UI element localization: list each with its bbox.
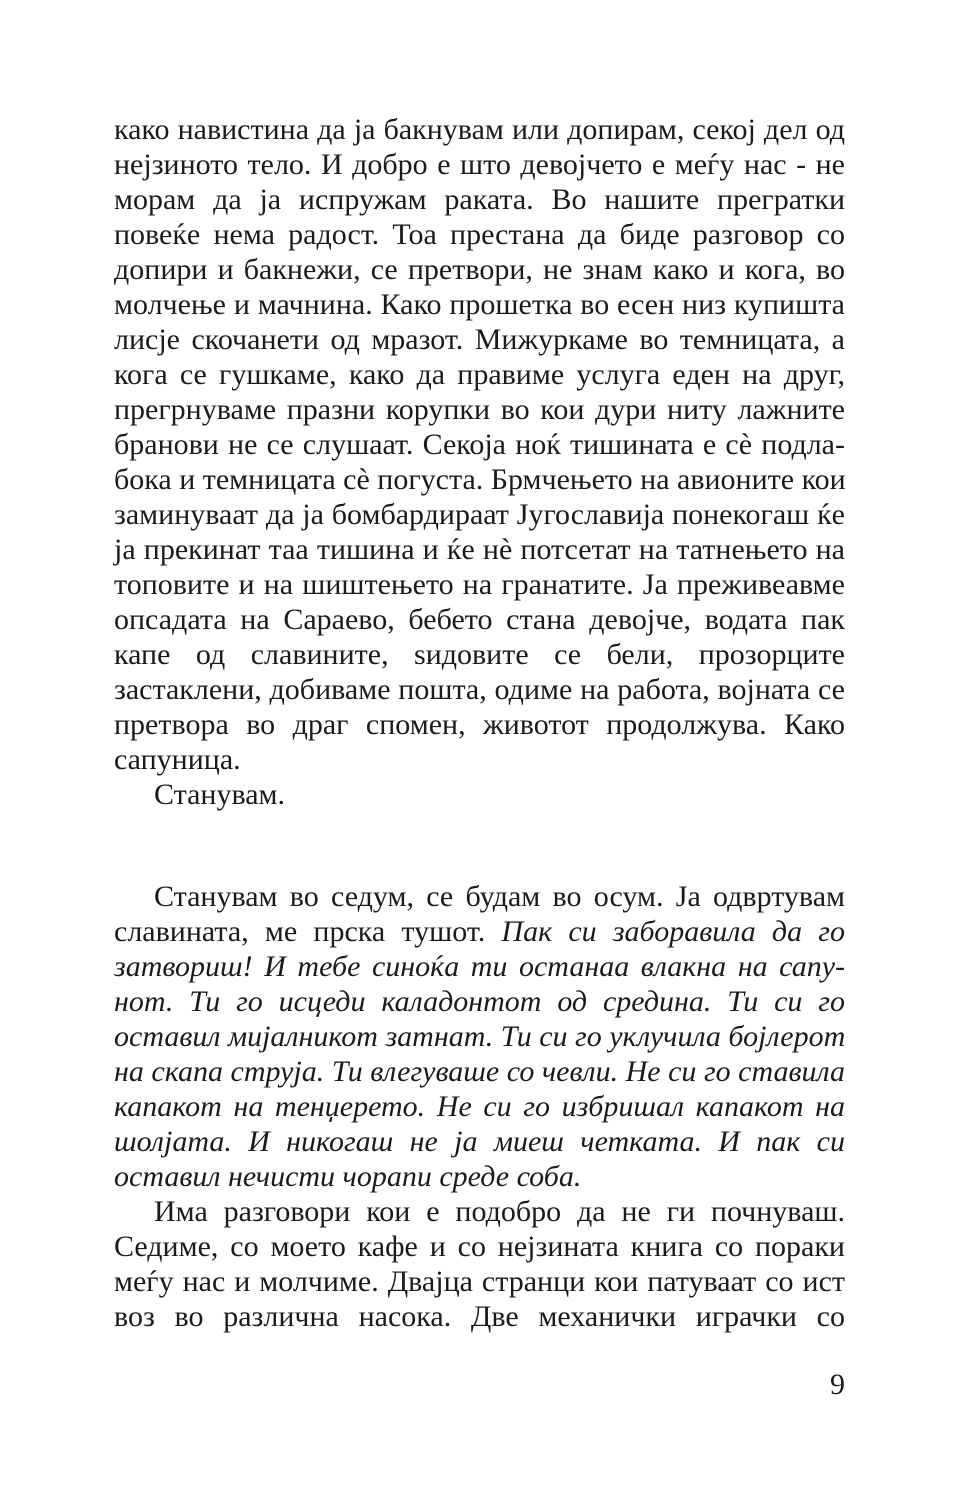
italic-text-segment: Пак си заборавила да го — [501, 915, 846, 948]
text-segment: Има разговори кои е подобро да не ги почнуваш. — [154, 1195, 845, 1228]
italic-text-segment: затвориш! И тебе синоќа ти останаа влакна на сапу- — [114, 950, 845, 983]
text-line — [114, 742, 845, 777]
text-line — [114, 462, 845, 497]
text-segment: славината, ме прска тушот. — [114, 915, 502, 948]
text-line — [114, 1019, 845, 1054]
italic-text-segment: на скапа струја. Ти влегуваше со чевли. Не си го ставила — [114, 1055, 845, 1088]
text-line — [114, 1264, 845, 1299]
text-line — [114, 1194, 845, 1229]
text-segment: сапуница. — [114, 743, 241, 776]
italic-text-segment: капакот на тенџерето. Не си го избришал капакот на — [114, 1090, 845, 1123]
text-line — [114, 1054, 845, 1089]
text-segment: молчење и мачнина. Како прошетка во есен низ купишта — [114, 288, 845, 321]
text-segment: воз во различна насока. Две механички играчки со — [114, 1300, 845, 1333]
text-line — [114, 322, 845, 357]
text-line — [114, 567, 845, 602]
text-segment: претвора во драг спомен, животот продолжува. Како — [114, 708, 845, 741]
text-segment: нејзиното тело. И добро е што девојчето е меѓу нас - не — [114, 148, 845, 181]
text-line — [114, 949, 845, 984]
text-line — [114, 1299, 845, 1334]
text-segment: лисје скочанети од мразот. Мижуркаме во темницата, а — [114, 323, 845, 356]
text-segment: опсадата на Сараево, бебето стана девојче, водата пак — [114, 603, 845, 636]
page-number: 9 — [830, 1368, 845, 1401]
text-segment: како навистина да ја бакнувам или допирам, секој дел од — [114, 113, 845, 146]
text-line — [114, 112, 845, 147]
text-line — [114, 879, 845, 914]
paragraph — [114, 879, 845, 1194]
text-line — [114, 1124, 845, 1159]
text-segment: кога се гушкаме, како да правиме услуга еден на друг, — [114, 358, 845, 391]
text-segment: повеќе нема радост. Тоа престана да биде разговор со — [114, 218, 845, 251]
text-segment: прегрнуваме празни корупки во кои дури ниту лажните — [114, 393, 845, 426]
text-segment: топовите и на шиштењето на гранатите. Ја преживеавме — [114, 568, 845, 601]
text-segment: ја прекинат таа тишина и ќе нè потсетат на татнењето на — [114, 533, 845, 566]
text-line — [114, 287, 845, 322]
text-line — [114, 1159, 845, 1194]
text-segment: Станувам. — [154, 778, 286, 811]
text-line — [114, 217, 845, 252]
text-line — [114, 637, 845, 672]
text-line — [114, 357, 845, 392]
text-line — [114, 672, 845, 707]
text-line — [114, 427, 845, 462]
italic-text-segment: оставил мијалникот затнат. Ти си го уклучила бојлерот — [114, 1020, 846, 1053]
paragraph — [114, 777, 845, 812]
text-segment: допири и бакнежи, се претвори, не знам како и кога, во — [114, 253, 845, 286]
italic-text-segment: шолјата. И никогаш не ја миеш четката. И пак си — [114, 1125, 845, 1158]
paragraph — [114, 112, 845, 777]
text-line — [114, 602, 845, 637]
text-segment: бранови не се слушаат. Секоја ноќ тишината е сè подла- — [114, 428, 845, 461]
text-line — [114, 532, 845, 567]
text-segment: Станувам во седум, се будам во осум. Ја одвртувам — [154, 880, 845, 913]
text-segment: меѓу нас и молчиме. Двајца странци кои патуваат со ист — [114, 1265, 845, 1298]
text-segment: застаклени, добиваме пошта, одиме на работа, војната се — [114, 673, 845, 706]
text-segment: капе од славините, ѕидовите се бели, прозорците — [114, 638, 845, 671]
text-line — [114, 392, 845, 427]
text-segment: Седиме, со моето кафе и со нејзината книга со пораки — [114, 1230, 845, 1263]
text-segment: бока и темницата сè погуста. Брмчењето на авионите кои — [114, 463, 846, 496]
paragraph — [114, 1194, 845, 1334]
text-line — [114, 252, 845, 287]
text-line — [114, 147, 845, 182]
text-line — [114, 497, 845, 532]
text-line — [114, 777, 845, 812]
text-segment: заминуваат да ја бомбардираат Југославија понекогаш ќе — [114, 498, 845, 531]
text-line — [114, 1229, 845, 1264]
text-line — [114, 707, 845, 742]
text-line — [114, 984, 845, 1019]
text-segment: морам да ја испружам раката. Во нашите прегратки — [114, 183, 845, 216]
text-line — [114, 914, 845, 949]
italic-text-segment: нот. Ти го исцеди каладонтот од средина. Ти си го — [114, 985, 845, 1018]
text-line — [114, 1089, 845, 1124]
text-block — [114, 112, 845, 1334]
italic-text-segment: оставил нечисти чорапи среде соба. — [114, 1160, 582, 1193]
text-line — [114, 182, 845, 217]
